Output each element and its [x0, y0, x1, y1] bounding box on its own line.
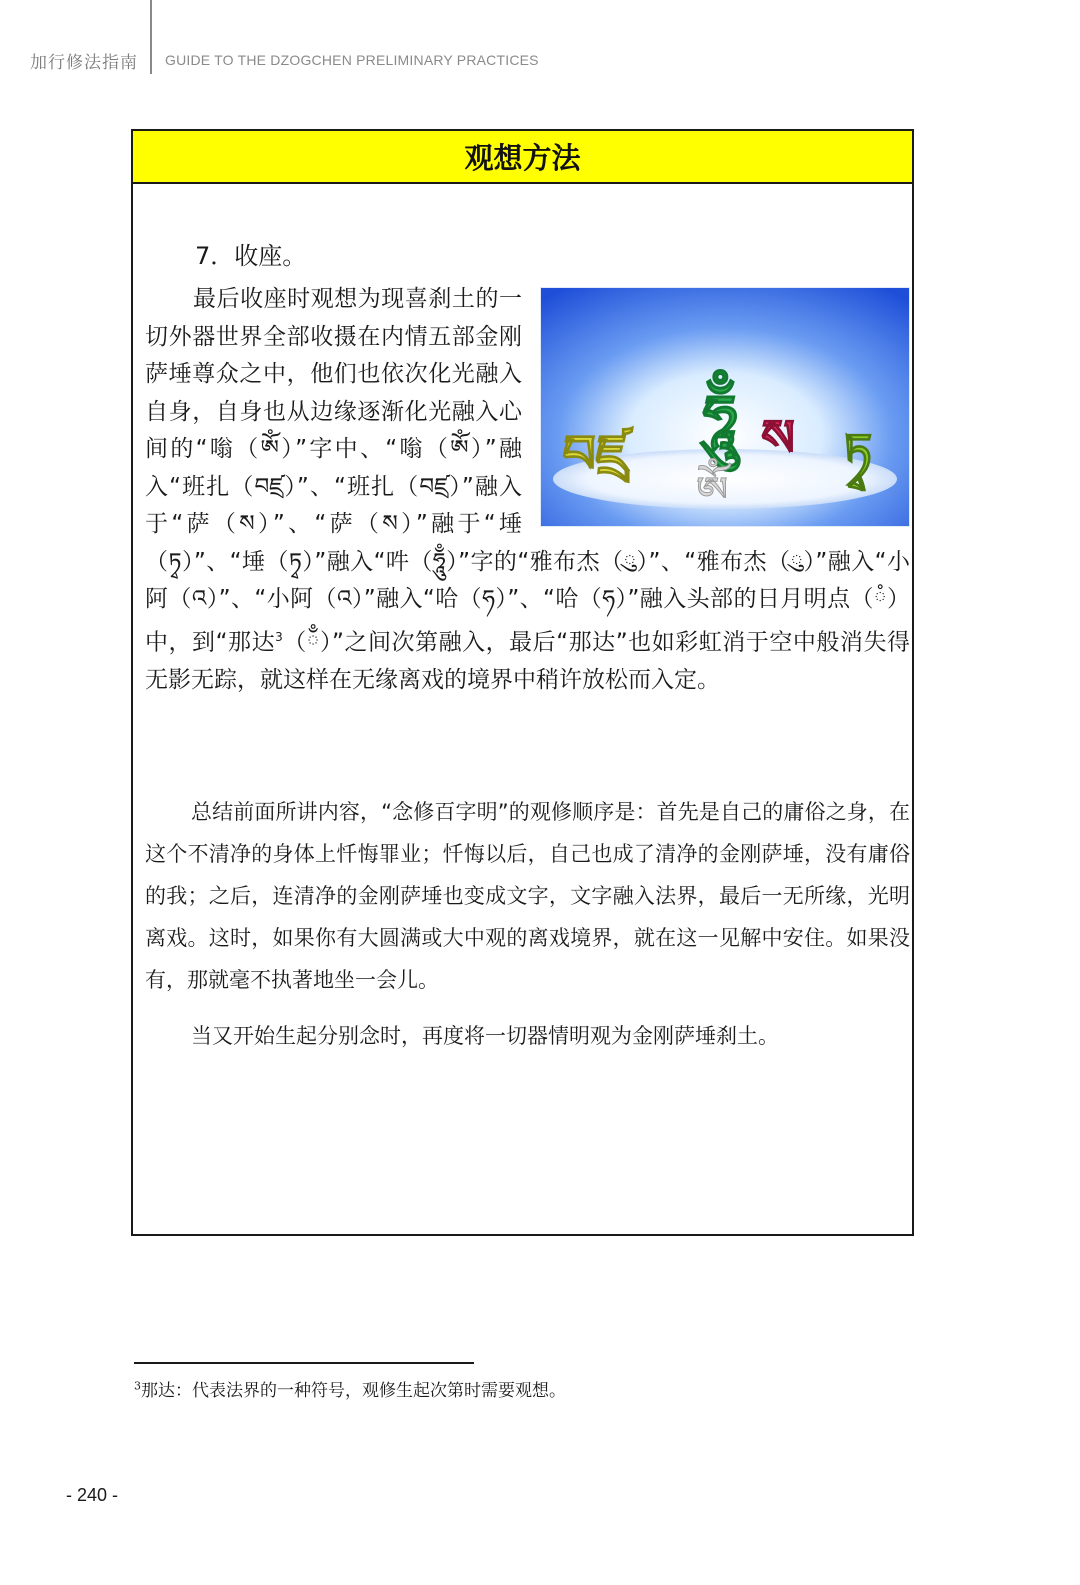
main-paragraph-text: 最后收座时观想为现喜刹土的一切外器世界全部收摄在内情五部金刚萨埵尊众之中，他们也依次化光融入自身，自身也从边缘逐渐化光融入心间的“嗡（ༀ）”字中、“嗡（ༀ）”融入“班扎（བཛྲ）”、“班扎（བཛྲ）”融入于“萨（ས）”、“萨（ས）”融于“埵（ཏྭ）”、“埵（ཏྭ）”融入“吽（ཧཱུྃ）”字的“雅布杰（ུ）”、“雅布杰（ུ）”融入“小阿（འ）”、“小阿（འ）”融入“哈（ཧ）”、“哈（ཧ）”融入头部的日月明点（ཾ）中，到“那达 [145, 286, 910, 656]
visualization-box [131, 129, 914, 1236]
footnote-marker: 3 [134, 1379, 141, 1393]
mantra-illustration-svg [540, 287, 910, 527]
header-title-en: GUIDE TO THE DZOGCHEN PRELIMINARY PRACTICES [165, 52, 539, 68]
box-title: 观想方法 [133, 131, 912, 184]
syllable-vajra: བཛྲ [562, 425, 628, 485]
footnote [134, 1376, 566, 1401]
page-number: - 240 - [66, 1485, 119, 1505]
syllable-om: ༀ [695, 469, 729, 515]
header-title-zh: 加行修法指南 [30, 53, 138, 73]
summary-paragraph: 总结前面所讲内容，“念修百字明”的观修顺序是：首先是自己的庸俗之身，在这个不清净的身体上忏悔罪业；忏悔以后，自己也成了清净的金刚萨埵，没有庸俗的我；之后，连清净的金刚萨埵也变成文字，文字融入法界，最后一无所缘，光明离戏。这时，如果你有大圆满或大中观的离戏境界，就在这一见解中安住。如果没有，那就毫不执著地坐一会儿。 [145, 800, 910, 992]
main-paragraph [145, 281, 910, 699]
section-heading: 7．收座。 [195, 242, 307, 270]
mantra-illustration [540, 287, 910, 527]
footnote-ref: 3 [275, 629, 283, 644]
syllable-tva: ཏྭ [843, 423, 873, 481]
footnote-text: 那达：代表法界的一种符号，观修生起次第时需要观想。 [141, 1381, 566, 1401]
syllable-sa: ས [761, 409, 795, 467]
header-divider [150, 0, 152, 74]
syllable-hum: ཧཱུྃ [702, 381, 738, 454]
footnote-rule [134, 1362, 474, 1364]
main-paragraph-text-end: （ྃ）”之间次第融入，最后“那达”也如彩虹消于空中般消失得无影无踪，就这样在无缘离戏的境界中稍许放松而入定。 [145, 629, 910, 693]
summary-paragraph: 当又开始生起分别念时，再度将一切器情明观为金刚萨埵刹土。 [191, 1024, 779, 1048]
